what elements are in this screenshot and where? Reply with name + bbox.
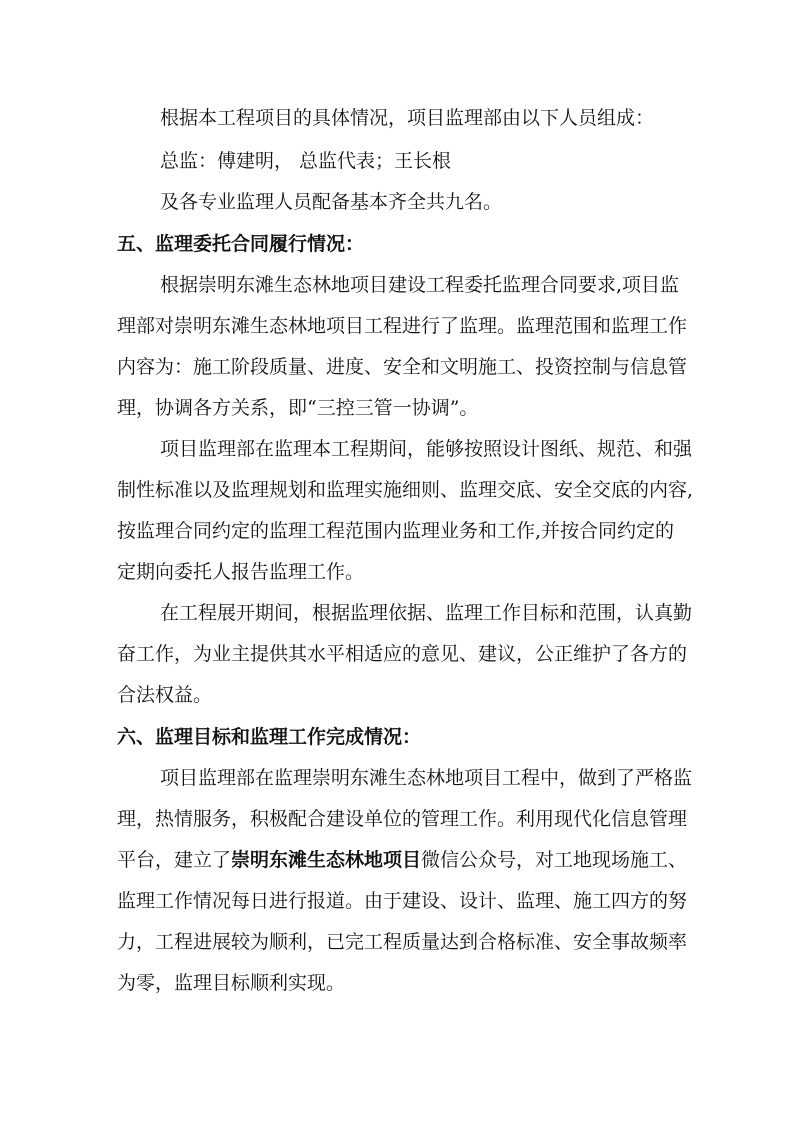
paragraph-line: 根据崇明东滩生态林地项目建设工程委托监理合同要求,项目监 xyxy=(160,274,680,296)
paragraph-line xyxy=(117,845,688,875)
paragraph-line: 及各专业监理人员配备基本齐全共九名。 xyxy=(160,191,503,213)
line-text: 平台，建立了 xyxy=(117,849,232,871)
paragraph-line: 内容为：施工阶段质量、进度、安全和文明施工、投资控制与信息管 xyxy=(117,356,688,378)
paragraph-line: 力，工程进展较为顺利，已完工程质量达到合格标准、安全事故频率 xyxy=(117,931,688,953)
paragraph-line: 定期向委托人报告监理工作。 xyxy=(117,561,365,583)
paragraph-line: 为零，监理目标顺利实现。 xyxy=(117,972,346,994)
paragraph-line: 在工程展开期间，根据监理依据、监理工作目标和范围，认真勤 xyxy=(160,602,693,624)
line-text: 微信公众号，对工地现场施工、 xyxy=(421,849,688,871)
paragraph-line: 总监：傅建明， 总监代表；王长根 xyxy=(160,150,452,172)
paragraph-line: 合法权益。 xyxy=(117,684,213,706)
paragraph-line: 根据本工程项目的具体情况，项目监理部由以下人员组成： xyxy=(160,107,655,129)
paragraph-line: 监理工作情况每日进行报道。由于建设、设计、监理、施工四方的努 xyxy=(117,890,688,912)
paragraph-line: 奋工作，为业主提供其水平相适应的意见、建议，公正维护了各方的 xyxy=(117,643,688,665)
paragraph-line: 制性标准以及监理规划和监理实施细则、监理交底、安全交底的内容, xyxy=(117,479,694,501)
paragraph-line: 理，协调各方关系，即“三控三管一协调”。 xyxy=(117,397,479,419)
paragraph-line: 项目监理部在监理本工程期间，能够按照设计图纸、规范、和强 xyxy=(160,438,693,460)
paragraph-line: 理，热情服务，积极配合建设单位的管理工作。利用现代化信息管理 xyxy=(117,808,688,830)
section-heading: 五、监理委托合同履行情况： xyxy=(117,233,365,255)
project-name-bold: 崇明东滩生态林地项目 xyxy=(231,849,422,871)
paragraph-line: 按监理合同约定的监理工程范围内监理业务和工作,并按合同约定的 xyxy=(117,520,675,542)
section-heading: 六、监理目标和监理工作完成情况： xyxy=(117,726,422,748)
paragraph-line: 项目监理部在监理崇明东滩生态林地项目工程中，做到了严格监 xyxy=(160,767,693,789)
paragraph-line: 理部对崇明东滩生态林地项目工程进行了监理。监理范围和监理工作 xyxy=(117,315,688,337)
